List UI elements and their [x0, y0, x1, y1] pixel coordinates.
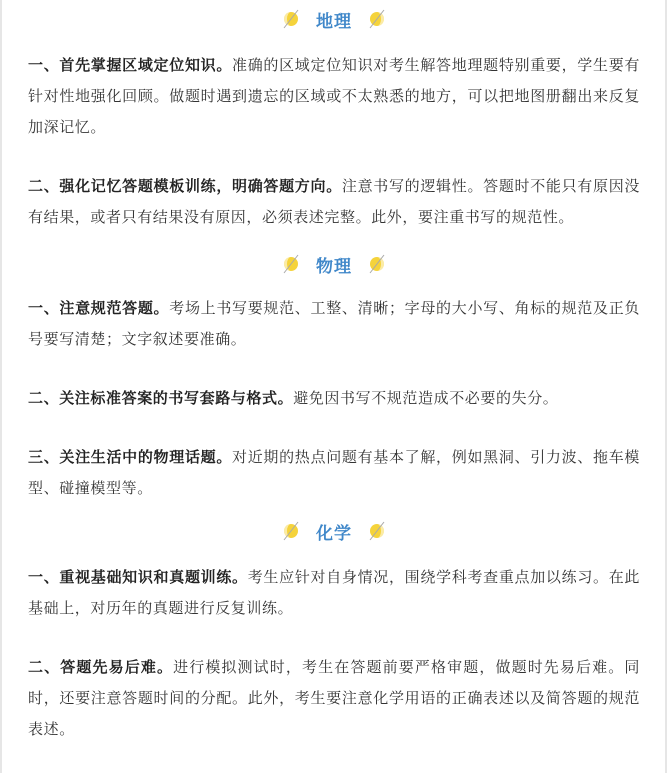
paragraph	[28, 383, 640, 414]
section-header-geography	[28, 0, 640, 38]
paragraph-heading: 三、关注生活中的物理话题。	[28, 448, 233, 466]
half-moon-deco-icon	[280, 8, 302, 30]
half-moon-deco-icon	[366, 253, 388, 275]
paragraph-text: 准确的区域定位知识对考生解答地理题特别重要，学生要有针对性地强化回顾。做题时遇到遗忘的区域或不太熟悉的地方，可以把地图册翻出来反复加深记忆。	[28, 56, 640, 136]
section-title-physics: 物理	[316, 256, 352, 277]
section-title-geography: 地理	[316, 11, 352, 32]
article-body	[28, 0, 640, 745]
paragraph-heading: 一、注意规范答题。	[28, 299, 170, 317]
paragraph-text: 注意书写的逻辑性。答题时不能只有原因没有结果，或者只有结果没有原因，必须表述完整。此外，要注重书写的规范性。	[28, 177, 640, 226]
half-moon-deco-icon	[280, 520, 302, 542]
section-header-chemistry	[28, 512, 640, 550]
paragraph-text: 考场上书写要规范、工整、清晰；字母的大小写、角标的规范及正负号要写清楚；文字叙述要准确。	[28, 299, 640, 348]
paragraph-heading: 二、答题先易后难。	[28, 658, 174, 676]
half-moon-deco-icon	[280, 253, 302, 275]
section-title-chemistry: 化学	[316, 523, 352, 544]
paragraph-text: 考生应针对自身情况，围绕学科考查重点加以练习。在此基础上，对历年的真题进行反复训练。	[28, 568, 640, 617]
paragraph-heading: 一、首先掌握区域定位知识。	[28, 56, 233, 74]
half-moon-deco-icon	[366, 8, 388, 30]
paragraph-text: 对近期的热点问题有基本了解，例如黑洞、引力波、拖车模型、碰撞模型等。	[28, 448, 640, 497]
paragraph	[28, 50, 640, 143]
left-border	[0, 0, 2, 773]
half-moon-deco-icon	[366, 520, 388, 542]
paragraph-text: 避免因书写不规范造成不必要的失分。	[293, 389, 559, 407]
paragraph-heading: 一、重视基础知识和真题训练。	[28, 568, 248, 586]
paragraph	[28, 652, 640, 745]
paragraph	[28, 171, 640, 233]
paragraph	[28, 562, 640, 624]
paragraph-heading: 二、强化记忆答题模板训练，明确答题方向。	[28, 177, 342, 195]
paragraph-text: 进行模拟测试时，考生在答题前要严格审题，做题时先易后难。同时，还要注意答题时间的分配。此外，考生要注意化学用语的正确表述以及简答题的规范表述。	[28, 658, 641, 738]
paragraph	[28, 293, 640, 355]
paragraph-heading: 二、关注标准答案的书写套路与格式。	[28, 389, 294, 407]
paragraph	[28, 442, 640, 504]
section-header-physics	[28, 245, 640, 283]
